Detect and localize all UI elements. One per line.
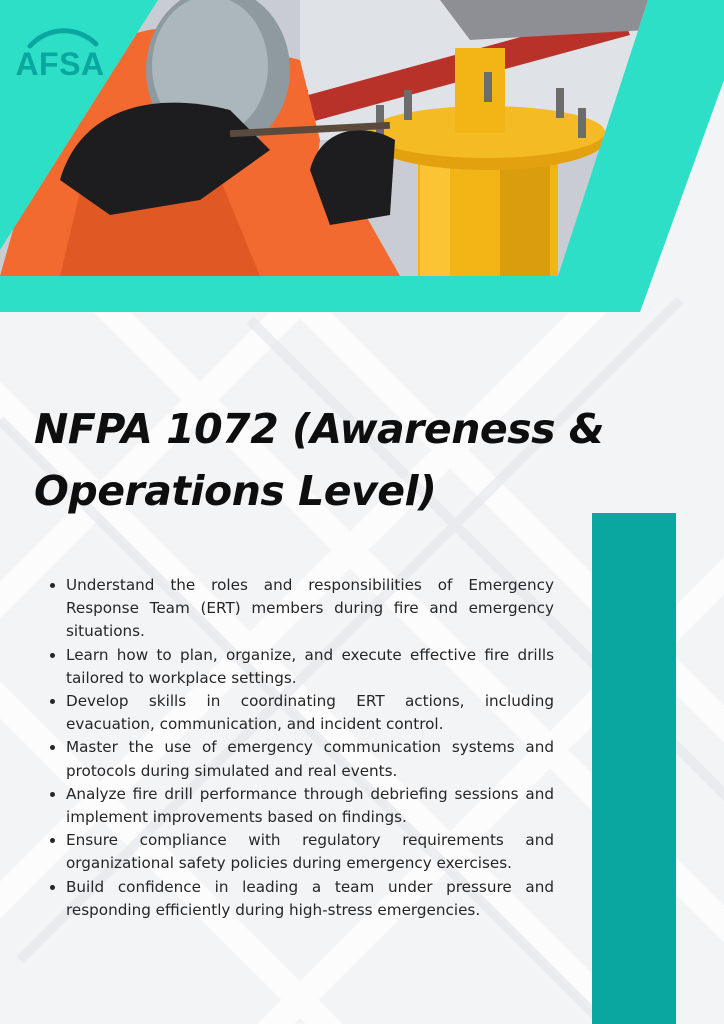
- decorative-side-bar: [592, 513, 676, 1024]
- page-title: NFPA 1072 (Awareness & Operations Level): [34, 405, 605, 515]
- list-item: • Develop skills in coordinating ERT actions, including evacuation, communication, and incident control.: [66, 690, 554, 736]
- list-item: • Master the use of emergency communication systems and protocols during simulated and real events.: [66, 736, 554, 782]
- afsa-logo: [8, 22, 112, 82]
- list-item: • Build confidence in leading a team under pressure and responding efficiently during high-stress emergencies.: [66, 876, 554, 922]
- objectives-list: [40, 574, 554, 922]
- list-item: • Learn how to plan, organize, and execute effective fire drills tailored to workplace settings.: [66, 644, 554, 690]
- list-item: • Understand the roles and responsibilities of Emergency Response Team (ERT) members during fire and emergency situations.: [66, 574, 554, 644]
- list-item: • Analyze fire drill performance through debriefing sessions and implement improvements based on findings.: [66, 783, 554, 829]
- list-item: • Ensure compliance with regulatory requirements and organizational safety policies during emergency exercises.: [66, 829, 554, 875]
- logo-text: AFSA: [15, 46, 105, 82]
